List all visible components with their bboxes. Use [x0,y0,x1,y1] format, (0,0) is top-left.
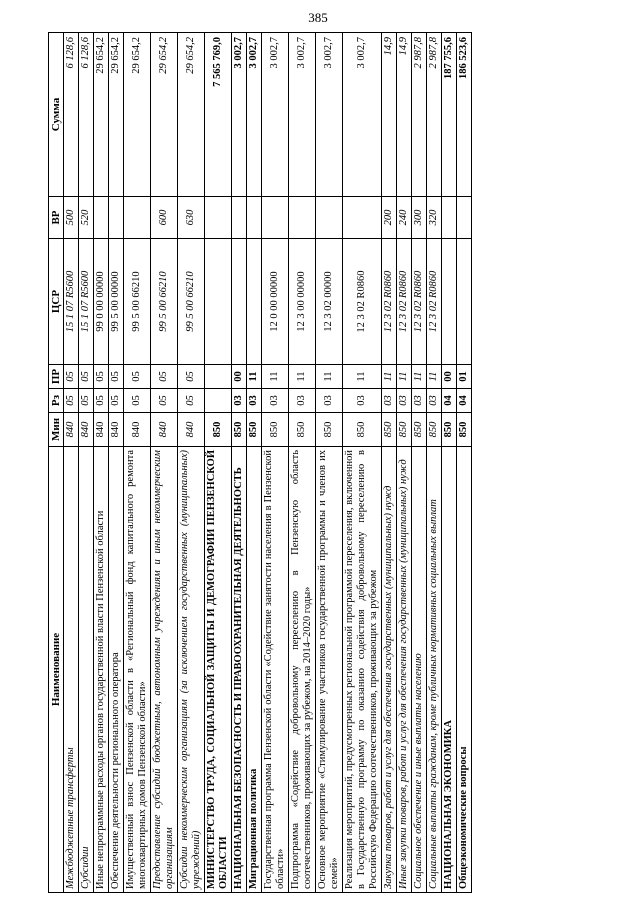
cell-csr: 12 0 00 00000 [262,239,289,365]
cell-sum: 6 128,6 [64,33,79,197]
cell-vr: 520 [79,197,94,239]
cell-rz: 05 [151,389,178,413]
cell-csr: 12 3 00 00000 [289,239,316,365]
cell-min: 840 [151,413,178,447]
cell-csr: 99 5 00 66210 [151,239,178,365]
cell-pr: 11 [412,365,427,389]
cell-rz: 05 [64,389,79,413]
cell-rz [205,389,232,413]
cell-pr: 11 [427,365,442,389]
cell-sum: 3 002,7 [262,33,289,197]
cell-sum: 29 654,2 [151,33,178,197]
cell-pr: 11 [316,365,343,389]
cell-vr [94,197,109,239]
budget-table [48,32,472,893]
cell-csr: 99 0 00 00000 [94,239,109,365]
cell-min: 850 [247,413,262,447]
cell-name: Межбюджетные трансферты [64,447,79,893]
cell-vr: 240 [397,197,412,239]
table-header-row [49,33,64,893]
cell-name: Миграционная политика [247,447,262,893]
cell-min: 840 [64,413,79,447]
header-rz: Рз [49,389,64,413]
cell-vr [343,197,382,239]
cell-min: 850 [427,413,442,447]
cell-min: 840 [109,413,124,447]
cell-name: Государственная программа Пензенской области «Содействие занятости населения в Пензенской области» [262,447,289,893]
cell-sum: 186 523,6 [457,33,472,197]
cell-name: Закупка товаров, работ и услуг для обеспечения государственных (муниципальных) нужд [382,447,397,893]
cell-pr: 05 [151,365,178,389]
header-pr: ПР [49,365,64,389]
cell-vr [109,197,124,239]
table-row [109,33,124,893]
cell-csr: 12 3 02 R0860 [397,239,412,365]
table-row [289,33,316,893]
header-sum: Сумма [49,33,64,197]
cell-csr: 15 1 07 R5600 [64,239,79,365]
cell-pr: 05 [178,365,205,389]
cell-name: Реализация мероприятий, предусмотренных региональной программой переселения, включенной в Государственную программу по оказанию содействия добровольному переселению в Российскую Федерацию соотечественников, проживающих за рубежом [343,447,382,893]
cell-min: 840 [79,413,94,447]
table-row [457,33,472,893]
cell-vr [316,197,343,239]
cell-vr [289,197,316,239]
cell-csr: 12 3 02 00000 [316,239,343,365]
cell-sum: 6 128,6 [79,33,94,197]
cell-rz: 03 [232,389,247,413]
cell-rz: 03 [247,389,262,413]
cell-csr: 12 3 02 R0860 [343,239,382,365]
cell-min: 840 [94,413,109,447]
cell-csr: 12 3 02 R0860 [427,239,442,365]
cell-name: Общеэкономические вопросы [457,447,472,893]
cell-rz: 03 [262,389,289,413]
cell-vr: 600 [151,197,178,239]
cell-pr: 11 [343,365,382,389]
cell-rz: 03 [427,389,442,413]
header-min: Мин [49,413,64,447]
cell-vr: 200 [382,197,397,239]
cell-name: Иные непрограммные расходы органов государственной власти Пензенской области [94,447,109,893]
table-row [427,33,442,893]
cell-pr: 05 [124,365,151,389]
table-row [382,33,397,893]
cell-pr: 11 [262,365,289,389]
table-row [343,33,382,893]
cell-csr [442,239,457,365]
cell-min: 850 [442,413,457,447]
cell-rz: 03 [412,389,427,413]
header-name: Наименование [49,447,64,893]
table-row [247,33,262,893]
cell-sum: 2 987,8 [427,33,442,197]
cell-min: 850 [289,413,316,447]
cell-min: 850 [316,413,343,447]
cell-name: НАЦИОНАЛЬНАЯ БЕЗОПАСНОСТЬ И ПРАВООХРАНИТЕЛЬНАЯ ДЕЯТЕЛЬНОСТЬ [232,447,247,893]
cell-name: Иные закупки товаров, работ и услуг для обеспечения государственных (муниципальных) нужд [397,447,412,893]
table-row [94,33,109,893]
cell-vr [442,197,457,239]
cell-min: 850 [232,413,247,447]
cell-csr: 12 3 02 R0860 [382,239,397,365]
table-row [442,33,457,893]
cell-csr: 99 5 00 66210 [178,239,205,365]
cell-name: Основное мероприятие «Стимулирование участников государственной программы и членов их семей» [316,447,343,893]
cell-pr: 11 [247,365,262,389]
rotated-table-container [48,33,472,893]
table-row [178,33,205,893]
cell-pr: 01 [457,365,472,389]
table-row [151,33,178,893]
cell-min: 850 [382,413,397,447]
cell-pr: 11 [397,365,412,389]
cell-rz: 05 [94,389,109,413]
cell-pr: 00 [232,365,247,389]
cell-min: 850 [343,413,382,447]
cell-csr [232,239,247,365]
cell-pr: 05 [94,365,109,389]
table-body [64,33,472,893]
cell-rz: 03 [289,389,316,413]
cell-rz: 05 [178,389,205,413]
cell-vr [124,197,151,239]
cell-vr: 500 [64,197,79,239]
cell-rz: 03 [382,389,397,413]
header-vr: ВР [49,197,64,239]
cell-csr [205,239,232,365]
table-row [397,33,412,893]
table-row [205,33,232,893]
cell-vr: 320 [427,197,442,239]
cell-pr: 11 [289,365,316,389]
cell-sum: 3 002,7 [247,33,262,197]
cell-min: 850 [262,413,289,447]
cell-pr [205,365,232,389]
cell-pr: 00 [442,365,457,389]
cell-rz: 05 [79,389,94,413]
cell-min: 850 [457,413,472,447]
table-row [124,33,151,893]
cell-name: МИНИСТЕРСТВО ТРУДА, СОЦИАЛЬНОЙ ЗАЩИТЫ И ДЕМОГРАФИИ ПЕНЗЕНСКОЙ ОБЛАСТИ [205,447,232,893]
header-csr: ЦСР [49,239,64,365]
cell-vr [247,197,262,239]
cell-sum: 29 654,2 [124,33,151,197]
page-number: 385 [308,10,328,25]
cell-csr: 12 3 02 R0860 [412,239,427,365]
cell-rz: 05 [109,389,124,413]
cell-sum: 29 654,2 [178,33,205,197]
cell-pr: 11 [382,365,397,389]
cell-sum: 187 755,6 [442,33,457,197]
cell-sum: 7 565 769,0 [205,33,232,197]
cell-pr: 05 [79,365,94,389]
cell-csr: 99 5 00 66210 [124,239,151,365]
cell-name: Субсидии некоммерческим организациям (за исключением государственных (муниципальных) учреждений) [178,447,205,893]
cell-pr: 05 [64,365,79,389]
cell-min: 850 [397,413,412,447]
cell-sum: 3 002,7 [289,33,316,197]
cell-sum: 14,9 [397,33,412,197]
cell-sum: 2 987,8 [412,33,427,197]
table-row [79,33,94,893]
table-row [262,33,289,893]
cell-csr: 99 5 00 00000 [109,239,124,365]
cell-name: Социальное обеспечение и иные выплаты населению [412,447,427,893]
cell-min: 850 [412,413,427,447]
cell-min: 840 [178,413,205,447]
table-row [232,33,247,893]
cell-name: Обеспечение деятельности регионального оператора [109,447,124,893]
cell-csr [457,239,472,365]
cell-name: Предоставление субсидий бюджетным, автономным учреждениям и иным некоммерческим организациям [151,447,178,893]
cell-name: Подпрограмма «Содействие добровольному переселению в Пензенскую область соотечественников, проживающих за рубежом, на 2014–2020 годы» [289,447,316,893]
cell-sum: 3 002,7 [232,33,247,197]
cell-csr: 15 1 07 R5600 [79,239,94,365]
cell-vr [232,197,247,239]
cell-sum: 29 654,2 [109,33,124,197]
cell-rz: 05 [124,389,151,413]
cell-pr: 05 [109,365,124,389]
cell-vr: 630 [178,197,205,239]
cell-rz: 04 [442,389,457,413]
cell-name: Социальные выплаты гражданам, кроме публичных нормативных социальных выплат [427,447,442,893]
cell-name: НАЦИОНАЛЬНАЯ ЭКОНОМИКА [442,447,457,893]
cell-rz: 03 [343,389,382,413]
cell-min: 840 [124,413,151,447]
cell-vr [262,197,289,239]
cell-name: Субсидии [79,447,94,893]
cell-vr: 300 [412,197,427,239]
cell-min: 850 [205,413,232,447]
cell-name: Имущественный взнос Пензенской области в «Региональный фонд капитального ремонта многоквартирных домов Пензенской области» [124,447,151,893]
cell-sum: 3 002,7 [316,33,343,197]
cell-sum: 14,9 [382,33,397,197]
cell-csr [247,239,262,365]
table-row [412,33,427,893]
table-row [316,33,343,893]
cell-sum: 3 002,7 [343,33,382,197]
cell-rz: 03 [397,389,412,413]
cell-rz: 03 [316,389,343,413]
table-row [64,33,79,893]
cell-sum: 29 654,2 [94,33,109,197]
cell-vr [205,197,232,239]
cell-vr [457,197,472,239]
cell-rz: 04 [457,389,472,413]
